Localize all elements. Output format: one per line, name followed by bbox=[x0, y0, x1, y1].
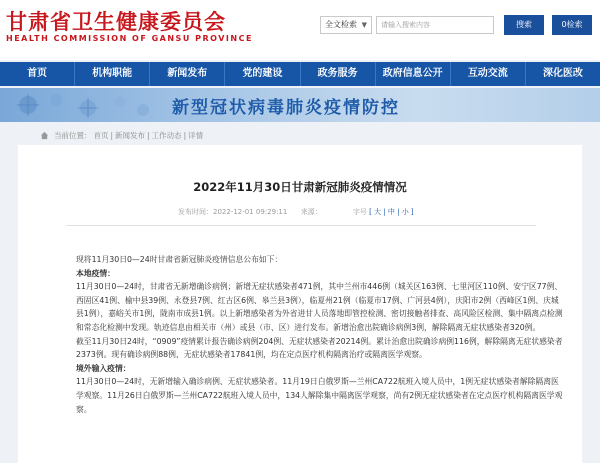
article-meta: 发布时间：2022-12-01 09:29:11 来源： 字号 [ 大 | 中 | 小 ] bbox=[178, 208, 414, 216]
source-label: 来源： bbox=[300, 208, 322, 216]
publish-date: 发布时间：2022-12-01 09:29:11 bbox=[178, 208, 288, 216]
search-button[interactable]: 搜索 bbox=[504, 15, 544, 35]
breadcrumb-prefix: 当前位置： bbox=[54, 131, 92, 140]
font-size-small[interactable]: 小 bbox=[401, 208, 409, 216]
site-logo-subtitle: HEALTH COMMISSION OF GANSU PROVINCE bbox=[6, 34, 253, 43]
font-size-large[interactable]: 大 bbox=[374, 208, 382, 216]
section-imported-title: 境外输入疫情： bbox=[76, 363, 131, 373]
nav-item-reform[interactable]: 深化医改 bbox=[542, 68, 583, 79]
article-title: 2022年11月30日甘肃新冠肺炎疫情情况 bbox=[193, 180, 407, 194]
section-imported-paragraph: 11月30日0—24时，无新增输入确诊病例、无症状感染者。11月19日白俄罗斯—兰州CA722航班入境人员中，1例无症状感染者解除隔离医学观察。11月26日白俄罗斯—兰州CA722航班入境人员中，134人解除集中隔离医学观察，尚有2例无症状感染者在定点医疗机构隔离医学观察。 bbox=[76, 377, 563, 414]
nav-item-services[interactable]: 政务服务 bbox=[301, 62, 376, 86]
divider bbox=[66, 225, 536, 226]
nav-item-news[interactable]: 新闻发布 bbox=[150, 62, 225, 86]
section-local-title: 本地疫情： bbox=[76, 268, 115, 278]
banner-title: 新型冠状病毒肺炎疫情防控 bbox=[172, 98, 400, 118]
search-input[interactable]: 请输入搜索内容 bbox=[376, 16, 494, 34]
site-logo-title[interactable]: 甘肃省卫生健康委员会 bbox=[6, 9, 226, 34]
breadcrumb-detail: 详情 bbox=[188, 131, 204, 140]
font-size-medium[interactable]: 中 bbox=[387, 208, 395, 216]
covid-banner[interactable] bbox=[0, 88, 600, 122]
search-scope-select[interactable] bbox=[320, 16, 372, 34]
breadcrumb-work-updates[interactable]: 工作动态 bbox=[151, 131, 182, 140]
virus-decoration-icon bbox=[8, 90, 158, 120]
article-intro: 现将11月30日0—24时甘肃省新冠肺炎疫情信息公布如下： bbox=[76, 255, 283, 264]
breadcrumb-home[interactable]: 首页 bbox=[93, 131, 109, 140]
article-body bbox=[76, 253, 566, 416]
breadcrumb-separator: | bbox=[110, 131, 114, 140]
nav-item-interaction[interactable]: 互动交流 bbox=[451, 62, 526, 86]
nav-item-info-disclosure[interactable]: 政府信息公开 bbox=[376, 62, 451, 86]
main-nav bbox=[0, 62, 600, 86]
breadcrumb-news[interactable]: 新闻发布 bbox=[115, 131, 146, 140]
section-local-cumulative: 截至11月30日24时，“0909”疫情累计报告确诊病例204例、无症状感染者20214例。累计治愈出院确诊病例116例，解除隔离无症状感染者2373例。现有确诊病例88例、无症状感染者17841例，均在定点医疗机构隔离治疗或隔离医学观察。 bbox=[76, 336, 563, 360]
nav-item-home[interactable]: 首页 bbox=[0, 62, 75, 86]
chevron-down-icon: ▼ bbox=[361, 21, 367, 29]
article-card bbox=[18, 145, 582, 463]
breadcrumb-separator: | bbox=[147, 131, 150, 140]
breadcrumb-separator: | bbox=[183, 131, 187, 140]
site-header bbox=[0, 0, 600, 60]
nav-item-functions[interactable]: 机构职能 bbox=[75, 62, 150, 86]
nav-item-party[interactable]: 党的建设 bbox=[225, 62, 300, 86]
search-help-button[interactable]: 0检索 bbox=[552, 15, 592, 35]
search-scope-value: 全文检索 bbox=[325, 20, 357, 29]
font-size-label: 字号 bbox=[352, 208, 367, 216]
breadcrumb bbox=[40, 130, 203, 141]
section-local-paragraph: 11月30日0—24时，甘肃省无新增确诊病例；新增无症状感染者471例，其中兰州市446例（城关区163例、七里河区110例、安宁区77例、西固区41例、榆中县39例、永登县7例、红古区6例、皋兰县3例），临夏州21例（临夏市17例、广河县4例），庆阳市2例（西峰区1例、庆城县1例），嘉峪关市1例，陇南市成县1例。以上新增感染者为外省进甘人员落地即管控检测、密切接触者排查、高风险区检测、集中隔离点检测和常态化检测中发现。轨迹信息由相关市（州）或县（市、区）进行发布。新增治愈出院确诊病例3例，解除隔离无症状感染者320例。 bbox=[76, 282, 563, 332]
home-icon bbox=[40, 131, 49, 140]
